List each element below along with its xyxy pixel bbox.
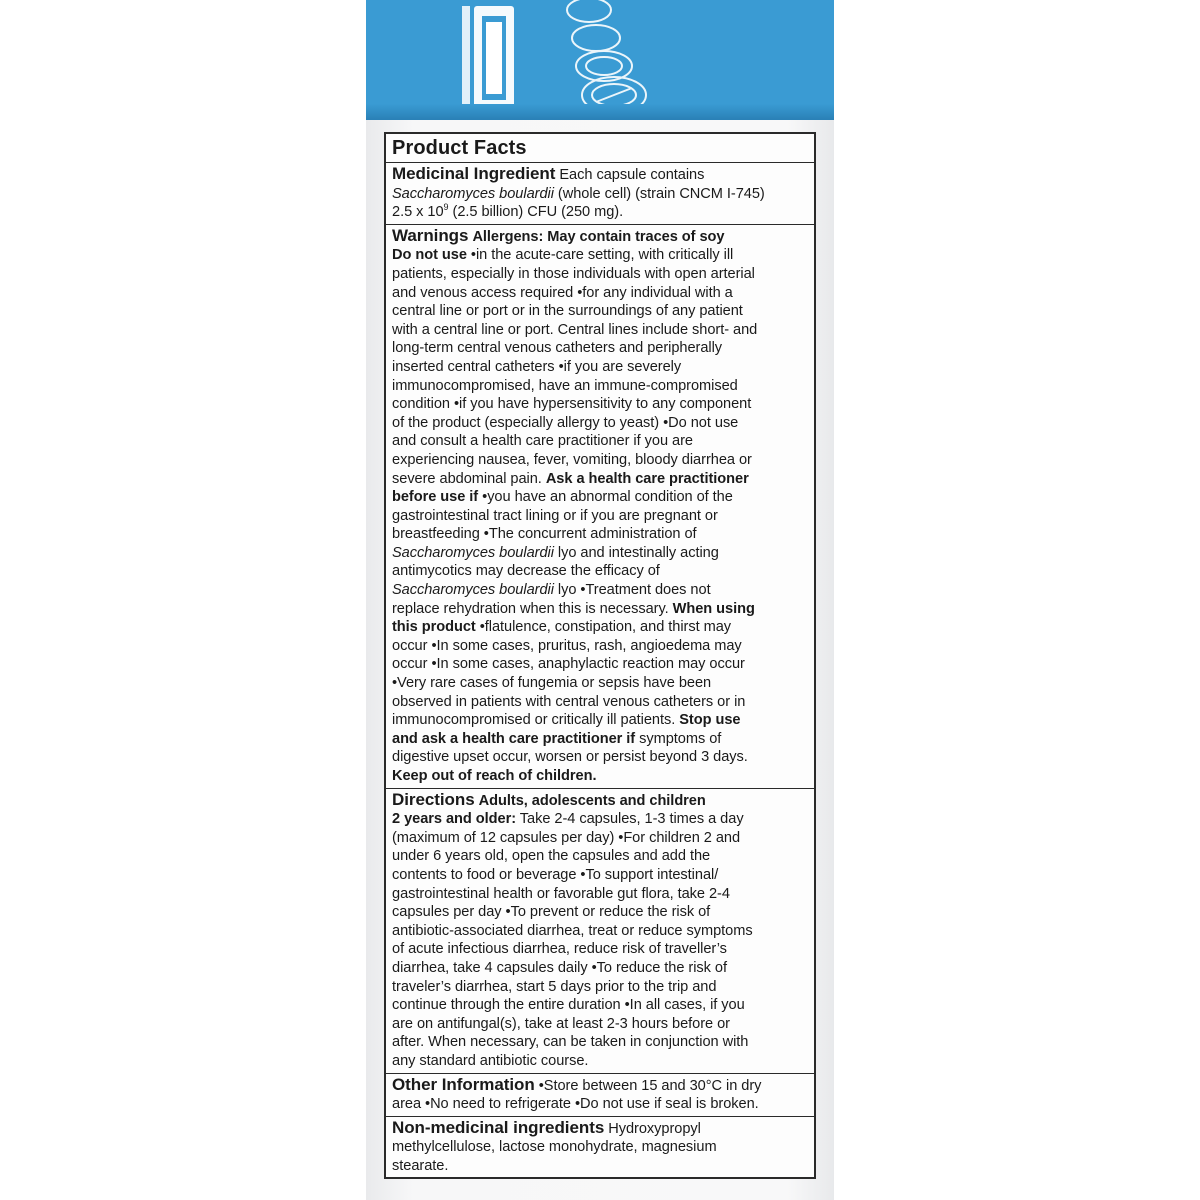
- non-medicinal-line-2: methylcellulose, lactose monohydrate, magnesium: [392, 1139, 717, 1156]
- text-line: [392, 265, 808, 284]
- text-run: traveler’s diarrhea, start 5 days prior to the trip and: [392, 978, 717, 995]
- text-line: [392, 246, 808, 265]
- warnings-text: [392, 246, 808, 785]
- medicinal-ingredient-heading: Medicinal Ingredient: [392, 164, 556, 183]
- text-line: [392, 507, 808, 526]
- text-line: [392, 959, 808, 978]
- text-run: central line or port or in the surroundings of any patient: [392, 303, 743, 320]
- text-line: [392, 693, 808, 712]
- warnings-heading: Warnings: [392, 225, 469, 245]
- directions-audience: Adults, adolescents and children: [478, 792, 706, 809]
- certification-seals-icon: [534, 0, 834, 118]
- text-line: [392, 525, 808, 544]
- text-line: [392, 470, 808, 489]
- text-run: contents to food or beverage •To support intestinal/: [392, 866, 719, 883]
- organism-detail: (whole cell) (strain CNCM I-745): [557, 185, 765, 202]
- text-run: condition •if you have hypersensitivity to any component: [392, 396, 752, 413]
- text-run: Saccharomyces boulardii: [392, 544, 554, 561]
- warnings-section: [386, 225, 814, 789]
- text-run: •you have an abnormal condition of the: [478, 489, 733, 506]
- text-line: [392, 432, 808, 451]
- text-line: [392, 284, 808, 303]
- medicinal-ingredient-intro: Each capsule contains: [559, 167, 705, 183]
- text-run: Ask a health care practitioner: [545, 470, 749, 487]
- text-line: [392, 544, 808, 563]
- text-run: experiencing nausea, fever, vomiting, bloody diarrhea or: [392, 451, 752, 468]
- text-line: [392, 618, 808, 637]
- text-run: after. When necessary, can be taken in conjunction with: [392, 1034, 749, 1051]
- text-line: [392, 940, 808, 959]
- dose-exponent: 9: [443, 202, 449, 213]
- non-medicinal-line-3: stearate.: [392, 1157, 449, 1174]
- text-run: Do not use: [392, 247, 467, 264]
- text-line: [392, 451, 808, 470]
- text-run: and ask a health care practitioner if: [392, 730, 636, 747]
- text-run: observed in patients with central venous catheters or in: [392, 693, 746, 710]
- text-run: When using: [672, 600, 755, 617]
- text-line: [392, 866, 808, 885]
- allergens-statement: Allergens: May contain traces of soy: [472, 228, 725, 245]
- other-information-line-1: •Store between 15 and 30°C in dry: [538, 1077, 762, 1094]
- other-information-line-2: area •No need to refrigerate •Do not use if seal is broken.: [392, 1096, 759, 1113]
- text-line: [392, 302, 808, 321]
- text-run: Stop use: [679, 712, 741, 729]
- dose-prefix: 2.5 x 10: [392, 204, 444, 221]
- text-run: digestive upset occur, worsen or persist beyond 3 days.: [392, 749, 748, 766]
- text-run: of acute infectious diarrhea, reduce risk of traveller’s: [392, 941, 727, 958]
- product-box: [366, 0, 834, 1200]
- text-line: [392, 711, 808, 730]
- text-run: continue through the entire duration •In all cases, if you: [392, 997, 745, 1014]
- text-run: lyo and intestinally acting: [553, 544, 719, 561]
- text-line: [392, 488, 808, 507]
- box-top-panel: [366, 0, 834, 120]
- text-line: [392, 655, 808, 674]
- text-run: long-term central venous catheters and peripherally: [392, 340, 723, 357]
- text-run: antibiotic-associated diarrhea, treat or reduce symptoms: [392, 922, 753, 939]
- text-line: [392, 321, 808, 340]
- text-run: Take 2-4 capsules, 1-3 times a day: [516, 811, 744, 828]
- directions-heading: Directions: [392, 789, 475, 809]
- text-run: of the product (especially allergy to yeast) •Do not use: [392, 414, 739, 431]
- directions-text: [392, 810, 808, 1070]
- text-run: are on antifungal(s), take at least 2-3 hours before or: [392, 1015, 730, 1032]
- non-medicinal-heading: Non-medicinal ingredients: [392, 1117, 605, 1137]
- text-line: [392, 358, 808, 377]
- text-line: [392, 377, 808, 396]
- text-line: [392, 810, 808, 829]
- text-run: Saccharomyces boulardii: [392, 582, 554, 599]
- text-line: [392, 885, 808, 904]
- text-line: [392, 767, 808, 786]
- text-line: [392, 414, 808, 433]
- text-run: with a central line or port. Central lines include short- and: [392, 321, 758, 338]
- text-run: immunocompromised, have an immune-compromised: [392, 377, 738, 394]
- text-line: [392, 1052, 808, 1071]
- text-line: [392, 730, 808, 749]
- text-run: (maximum of 12 capsules per day) •For children 2 and: [392, 829, 741, 846]
- text-run: •flatulence, constipation, and thirst may: [475, 619, 732, 636]
- directions-section: [386, 789, 814, 1074]
- text-run: breastfeeding •The concurrent administration of: [392, 526, 697, 543]
- text-run: replace rehydration when this is necessary.: [392, 600, 673, 617]
- text-run: occur •In some cases, anaphylactic reaction may occur: [392, 656, 745, 673]
- other-information-section: [386, 1074, 814, 1117]
- text-run: •Very rare cases of fungemia or sepsis have been: [392, 675, 712, 692]
- text-line: [392, 829, 808, 848]
- brand-logo: [462, 0, 522, 118]
- text-run: gastrointestinal health or favorable gut flora, take 2-4: [392, 885, 730, 902]
- text-run: immunocompromised or critically ill patients.: [392, 712, 680, 729]
- text-line: [392, 637, 808, 656]
- dose-suffix: (2.5 billion) CFU (250 mg).: [452, 204, 624, 221]
- box-side-panel: [366, 120, 834, 1200]
- text-line: [392, 581, 808, 600]
- text-run: this product: [392, 619, 476, 636]
- text-run: Keep out of reach of children.: [392, 768, 597, 784]
- text-run: antimycotics may decrease the efficacy of: [392, 563, 660, 580]
- text-line: [392, 847, 808, 866]
- text-run: severe abdominal pain.: [392, 470, 546, 487]
- text-run: before use if: [392, 489, 479, 506]
- text-run: patients, especially in those individuals with open arterial: [392, 265, 755, 282]
- other-information-heading: Other Information: [392, 1074, 535, 1094]
- text-run: under 6 years old, open the capsules and add the: [392, 848, 711, 865]
- text-line: [392, 674, 808, 693]
- text-line: [392, 922, 808, 941]
- text-line: [392, 562, 808, 581]
- text-run: and consult a health care practitioner if you are: [392, 433, 693, 450]
- text-line: [392, 339, 808, 358]
- non-medicinal-line-1: Hydroxypropyl: [608, 1120, 701, 1137]
- text-line: [392, 903, 808, 922]
- text-run: any standard antibiotic course.: [392, 1052, 589, 1069]
- text-run: lyo •Treatment does not: [553, 582, 711, 599]
- text-line: [392, 978, 808, 997]
- medicinal-ingredient-section: [386, 163, 814, 225]
- text-line: [392, 395, 808, 414]
- text-line: [392, 996, 808, 1015]
- text-line: [392, 1033, 808, 1052]
- text-run: inserted central catheters •if you are severely: [392, 358, 682, 375]
- text-run: 2 years and older:: [392, 811, 517, 828]
- text-run: capsules per day •To prevent or reduce the risk of: [392, 904, 711, 921]
- non-medicinal-section: [386, 1117, 814, 1178]
- text-run: and venous access required •for any individual with a: [392, 284, 733, 301]
- text-line: [392, 748, 808, 767]
- text-run: occur •In some cases, pruritus, rash, angioedema may: [392, 637, 742, 654]
- box-edge-shadow: [366, 104, 834, 120]
- product-facts-table: [384, 132, 816, 1179]
- text-run: symptoms of: [635, 730, 722, 747]
- text-run: •in the acute-care setting, with critically ill: [466, 247, 734, 264]
- organism-name: Saccharomyces boulardii: [392, 185, 554, 202]
- product-facts-title: Product Facts: [386, 134, 814, 163]
- text-run: gastrointestinal tract lining or if you are pregnant or: [392, 507, 718, 524]
- text-line: [392, 1015, 808, 1034]
- text-run: diarrhea, take 4 capsules daily •To reduce the risk of: [392, 959, 728, 976]
- text-line: [392, 600, 808, 619]
